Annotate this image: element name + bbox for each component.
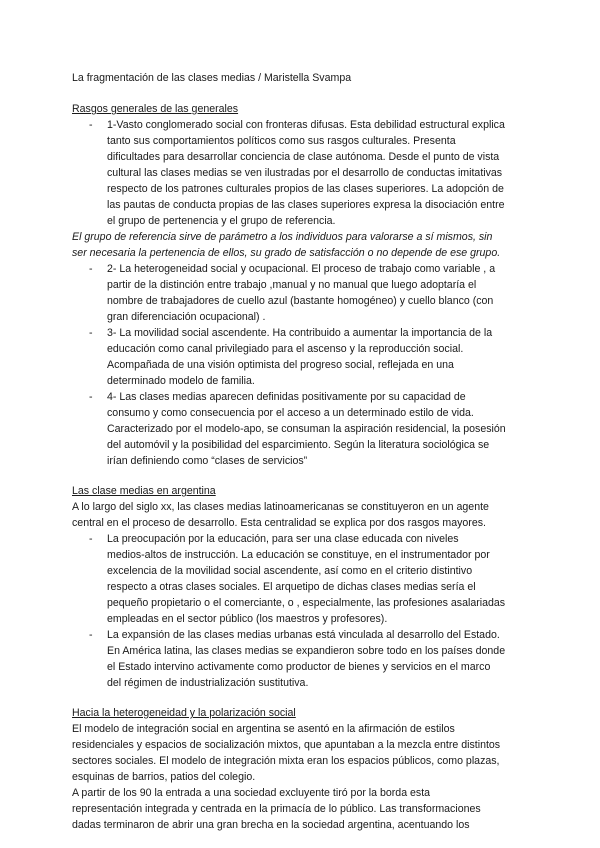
section-heading-heterogeneidad: Hacia la heterogeneidad y la polarización social: [72, 707, 296, 719]
document-page: La fragmentación de las clases medias / Maristella Svampa Rasgos generales de las generales - 1-Vasto conglomerado social con fronteras difusas. Esta debilidad estructural explica tanto sus comportamientos políticos como sus rasgos culturales. Presenta dificultades para desarrollar conciencia de clase autónoma. Desde el punto de vista cultural las clases medias se ven ilustradas por el desarrollo de conductas imitativas respecto de los patrones culturales propios de las clases superiores. La adopción de las pautas de conducta propias de las clases superiores expresa la disociación entre el grupo de pertenencia y el grupo de referencia. El grupo de referencia sirve de parámetro a los individuos para valorarse a sí mismos, sin ser necesaria la pertenencia de ellos, su grado de satisfacción o no depende de ese grupo. - 2- La heterogeneidad social y ocupacional. El proceso de trabajo como variable , a partir de la distinción entre trabajo ,manual y no manual que luego adoptaría el nombre de trabajadores de cuello azul (bastante homogéneo) y cuello blanco (con gran diferenciación ocupacional) . - 3- La movilidad social ascendente. Ha contribuido a aumentar la importancia de la educación como canal privilegiado para el ascenso y la reproducción social. Acompañada de una visión optimista del progreso social, reflejada en una determinado modelo de familia. - 4- Las clases medias aparecen definidas positivamente por su capacidad de consumo y como consecuencia por el acceso a un determinado estilo de vida. Caracterizado por el modelo-apo, se consuman la aspiración residencial, la posesión del automóvil y la posibilidad del esparcimiento. Según la literatura sociológica se irían definiendo como “clases de servicios” Las clase medias en argentina A lo largo del siglo xx, las clases medias latinoamericanas se constituyeron en un agente central en el proceso de desarrollo. Esta centralidad se explica por dos rasgos mayores. - La preocupación por la educación, para ser una clase educada con niveles medios-altos de instrucción. La educación se constituye, en el instrumentador por excelencia de la movilidad social ascendente, así como en el criterio distintivo respecto a otras clases sociales. El arquetipo de dichas clases medias sería el pequeño propietario o el comerciante, o , especialmente, las profesiones asalariadas empleadas en el sector público (los maestros y profesores). - La expansión de las clases medias urbanas está vinculada al desarrollo del Estado. En América latina, las clases medias se expandieron sobre todo en los países donde el Estado intervino activamente como productor de bienes y servicios en el marco del régimen de industrialización sustitutiva. Hacia la heterogeneidad y la polarización social El modelo de integración social en argentina se asentó en la afirmación de estilos residenciales y espacios de socialización mixtos, que apuntaban a la mezcla entre distintos sectores sociales. El modelo de integración mixta eran los espacios públicos, como plazas, esquinas de barrios, patios del colegio. A partir de los 90 la entrada a una sociedad excluyente tiró por la borda esta representación integrada y centrada en la primacía de lo público. Las transformaciones dadas terminaron de abrir una gran brecha en la sociedad argentina, acentuando los: [72, 72, 506, 831]
bullet-marker: -: [89, 327, 93, 339]
bullet-marker: -: [89, 119, 93, 131]
bullet-marker: -: [89, 263, 93, 275]
bullet-marker: -: [89, 391, 93, 403]
section-heading-rasgos: Rasgos generales de las generales: [72, 103, 239, 115]
bullet-marker: -: [89, 533, 93, 545]
section-heading-argentina: Las clase medias en argentina: [72, 485, 216, 497]
bullet-marker: -: [89, 629, 93, 641]
document-title: La fragmentación de las clases medias / Maristella Svampa: [72, 72, 352, 84]
